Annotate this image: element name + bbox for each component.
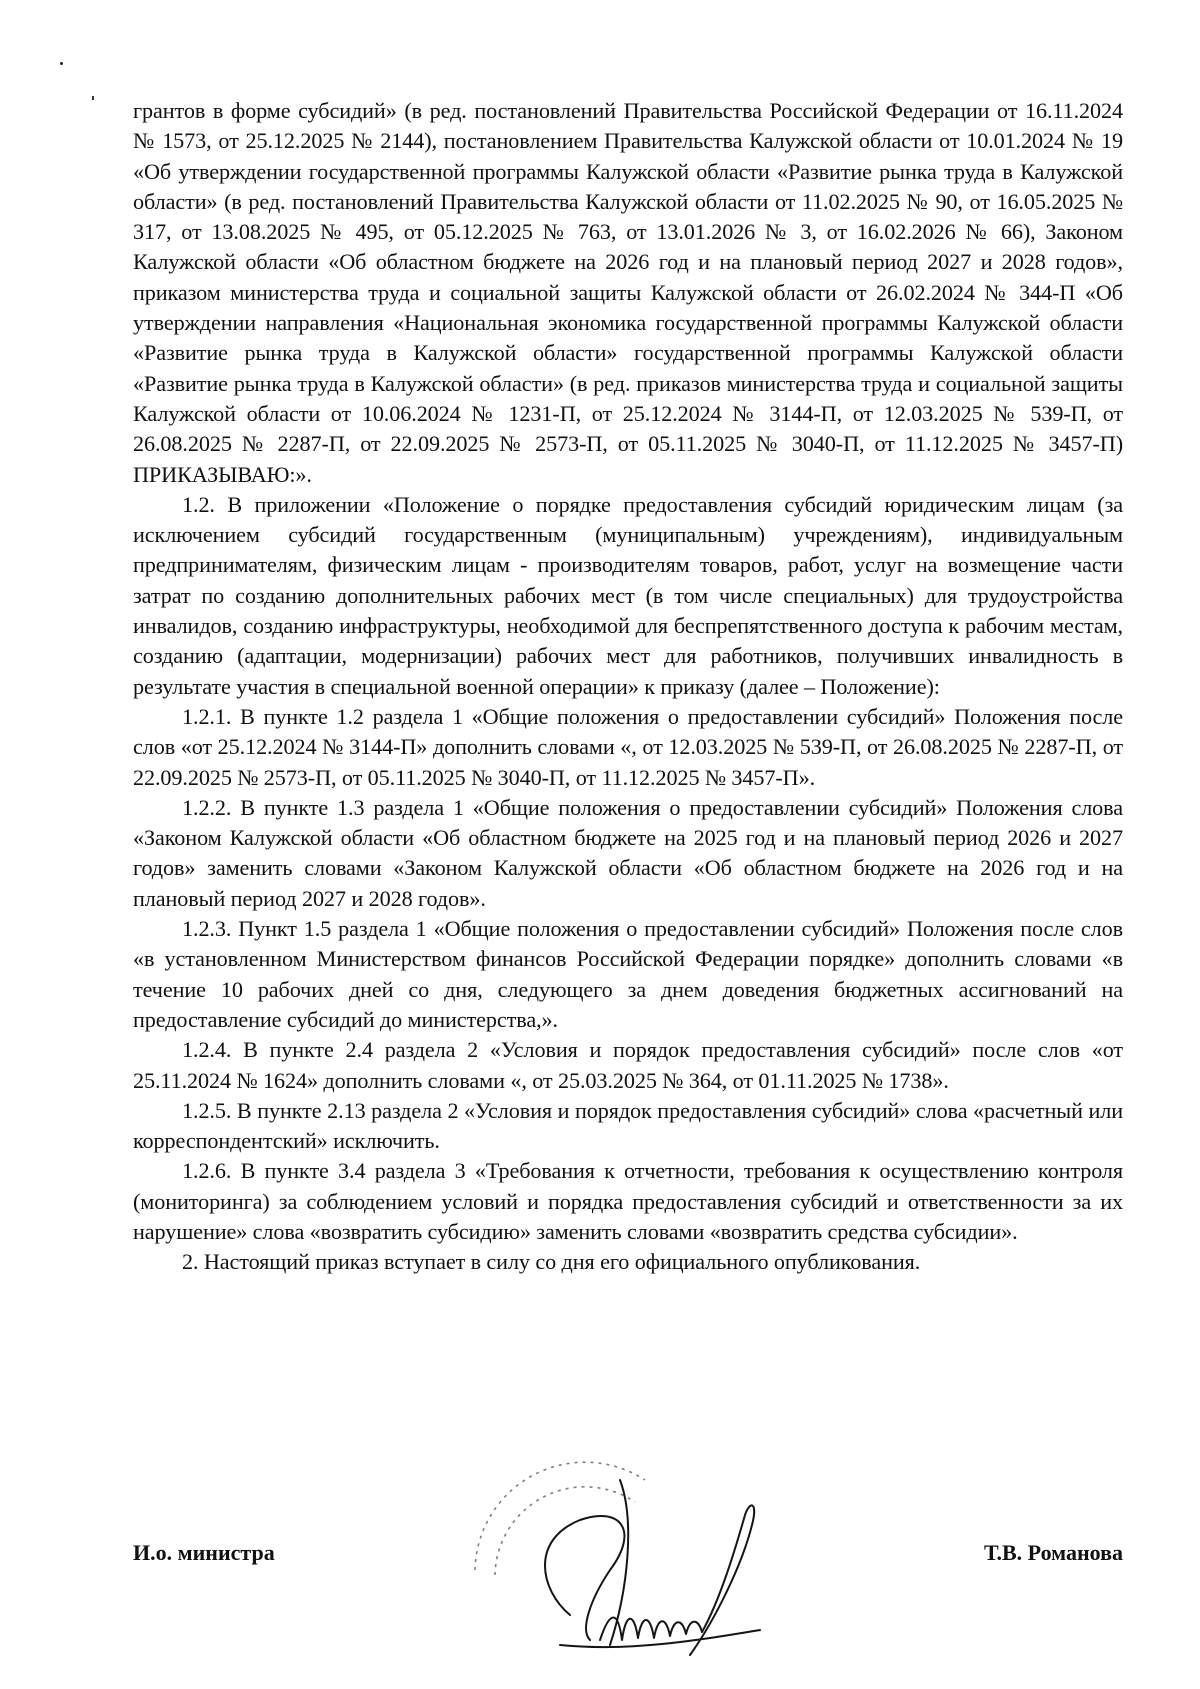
paragraph-1-2-1: 1.2.1. В пункте 1.2 раздела 1 «Общие положения о предоставлении субсидий» Положения после слов «от 25.12.2024 № 3144-П» дополнить словами «, от 12.03.2025 № 539-П, от 26.08.2025 № 2287-П, от 22.09.2025 № 2573-П, от 05.11.2025 № 3040-П, от 11.12.2025 № 3457-П». xyxy=(133,703,1123,790)
signatory-name: Т.В. Романова xyxy=(984,1540,1123,1565)
scan-speck xyxy=(92,96,94,100)
paragraph-1-2-2: 1.2.2. В пункте 1.3 раздела 1 «Общие положения о предоставлении субсидий» Положения слова «Законом Калужской области «Об областном бюджете на 2025 год и на плановый период 2026 и 2027 годов» заменить словами «Законом Калужской области «Об областном бюджете на 2026 год и на плановый период 2027 и 2028 годов». xyxy=(133,794,1123,911)
paragraph-1-2-5: 1.2.5. В пункте 2.13 раздела 2 «Условия и порядок предоставления субсидий» слова «расчетный или корреспондентский» исключить. xyxy=(133,1097,1123,1154)
paragraph-1-2-4: 1.2.4. В пункте 2.4 раздела 2 «Условия и порядок предоставления субсидий» после слов «от 25.11.2024 № 1624» дополнить словами «, от 25.03.2025 № 364, от 01.11.2025 № 1738». xyxy=(133,1037,1123,1093)
paragraph-1-2-6: 1.2.6. В пункте 3.4 раздела 3 «Требования к отчетности, требования к осуществлению контроля (мониторинга) за соблюдением условий и порядка предоставления субсидий и ответственности за их нарушение» слова «возвратить субсидию» заменить словами «возвратить средства субсидии». xyxy=(133,1158,1123,1244)
paragraph-1-2: 1.2. В приложении «Положение о порядке предоставления субсидий юридическим лицам (за исключением субсидий государственным (муниципальным) учреждениям), индивидуальным предпринимателям, физическим лицам - производителям товаров, работ, услуг на возмещение части затрат по созданию дополнительных рабочих мест (в том числе специальных) для трудоустройства инвалидов, созданию инфраструктуры, необходимой для беспрепятственного доступа к рабочим местам, созданию (адаптации, модернизации) рабочих мест для работников, получивших инвалидность в результате участия в специальной военной операции» к приказу (далее – Положение): xyxy=(133,491,1123,699)
paragraph-continuation: грантов в форме субсидий» (в ред. постановлений Правительства Российской Федерации от 16.11.2024 № 1573, от 25.12.2025 № 2144), постановлением Правительства Калужской области от 10.01.2024 № 19 «Об утверждении государственной программы Калужской области «Развитие рынка труда в Калужской области» (в ред. постановлений Правительства Калужской области от 11.02.2025 № 90, от 16.05.2025 № 317, от 13.08.2025 № 495, от 05.12.2025 № 763, от 13.01.2026 № 3, от 16.02.2026 № 66), Законом Калужской области «Об областном бюджете на 2026 год и на плановый период 2027 и 2028 годов», приказом министерства труда и социальной защиты Калужской области от 26.02.2024 № 344-П «Об утверждении направления «Национальная экономика государственной программы Калужской области «Развитие рынка труда в Калужской области» государственной программы Калужской области «Развитие рынка труда в Калужской области» (в ред. приказов министерства труда и социальной защиты Калужской области от 10.06.2024 № 1231-П, от 25.12.2024 № 3144-П, от 12.03.2025 № 539-П, от 26.08.2025 № 2287-П, от 22.09.2025 № 2573-П, от 05.11.2025 № 3040-П, от 11.12.2025 № 3457-П) ПРИКАЗЫВАЮ:». xyxy=(133,98,1123,487)
signatory-title: И.о. министра xyxy=(133,1540,275,1565)
signature-block xyxy=(133,1540,1123,1580)
paragraph-1-2-3: 1.2.3. Пункт 1.5 раздела 1 «Общие положения о предоставлении субсидий» Положения после слов «в установленном Министерством финансов Российской Федерации порядке» дополнить словами «в течение 10 рабочих дней со дня, следующего за днем доведения бюджетных ассигнований на предоставление субсидий до министерства,». xyxy=(133,916,1123,1032)
scan-speck xyxy=(60,62,63,65)
document-body xyxy=(133,96,1123,1278)
paragraph-2: 2. Настоящий приказ вступает в силу со дня его официального опубликования. xyxy=(182,1249,921,1275)
